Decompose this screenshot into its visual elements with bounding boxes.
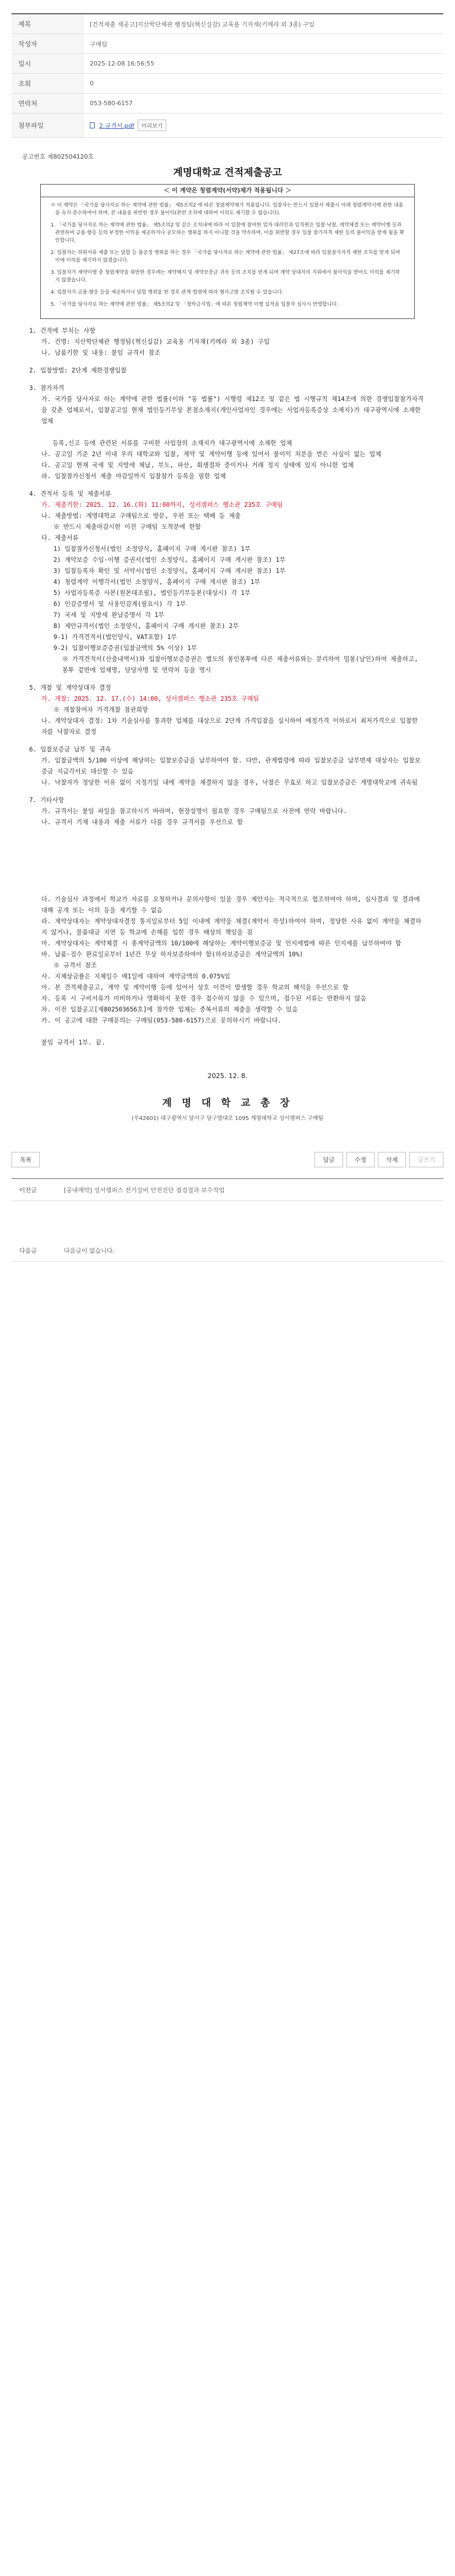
document-line: 나. 낙찰자가 정당한 이유 없이 지정기일 내에 계약을 체결하지 않을 경우, 낙찰은 무효로 하고 입찰보증금은 계명대학교에 귀속됨 <box>41 779 418 786</box>
next-post-label: 다음글 <box>19 1247 37 1254</box>
document-line: 9-2) 입찰이행보증증권(입찰금액의 5% 이상) 1부 <box>53 645 197 652</box>
document-line: 다. 기술심사 과정에서 학교가 자료를 요청하거나 문의사항이 있을 경우 제안자는 적극적으로 협조하여야 하며, 심사결과 및 결과에 대해 공개 또는 이의 등을 제기할 수 없음 <box>41 896 424 914</box>
author-value: 구매팀 <box>90 40 107 48</box>
action-button-group <box>315 1152 443 1167</box>
document-line: 차. 이전 입찰공고[제802503656호]에 참가한 업체는 중복서류의 제출을 생략할 수 있음 <box>41 1006 298 1013</box>
contact-value: 053-580-6157 <box>90 100 133 107</box>
notice-body <box>29 167 426 1124</box>
write-button[interactable]: 글쓰기 <box>409 1152 443 1167</box>
integrity-box-item: 3. 입찰자가 계약이행 중 청렴계약을 위반한 경우에는 계약해지 및 계약보증금 귀속 등의 조치를 받게 되며 계약 상대자의 지위에서 불이익을 받아도 이의를 제기하지 않겠습니다. <box>51 270 400 283</box>
document-line: 라. 계약상대자는 계약상대자결정 통지일로부터 5일 이내에 계약을 체결(계약서 작성)하여야 하며, 정당한 사유 없이 계약을 체결하지 않거나, 물품대금 지연 등 학교에 손해를 입힌 경우 배상의 책임을 짐 <box>41 918 421 936</box>
document-line <box>29 427 426 438</box>
section-heading: 7. 기타사항 <box>29 797 64 804</box>
section-heading: 5. 개찰 및 계약상대자 결정 <box>29 684 111 691</box>
meta-row-author <box>12 34 443 54</box>
meta-row-date <box>12 54 443 74</box>
document-line: 8) 제안규격서(법인 소정양식, 홈페이지 구매 게시판 참조) 2부 <box>53 623 239 630</box>
document-line: 사. 지체상금률은 지체일수 매1일에 대하여 계약금액의 0.075%임 <box>41 973 230 980</box>
document-line <box>29 828 426 894</box>
section-heading: 3. 참가자격 <box>29 385 64 392</box>
document-line: 등록,신고 등에 관련된 서류를 구비한 사업장의 소재지가 대구광역시에 소재한 업체 <box>41 440 292 447</box>
prev-post-row[interactable] <box>12 1179 443 1201</box>
file-icon <box>90 122 95 128</box>
signature-block <box>29 1070 426 1124</box>
delete-button[interactable]: 삭제 <box>378 1152 406 1167</box>
views-value: 0 <box>90 80 94 87</box>
section-heading: 6. 입찰보증금 납부 및 귀속 <box>29 746 111 753</box>
document-line: 가. 규격서는 붙임 파일을 참고하시기 바라며, 현장설명이 필요한 경우 구매팀으로 사전에 연락 바랍니다. <box>41 808 347 815</box>
action-bar <box>12 1146 443 1167</box>
document-line: 2) 계약보증 수입·이행 증권서(법인 소정양식, 홈페이지 구매 게시판 참조) 1부 <box>53 556 286 564</box>
document-line: 6) 인감증명서 및 사용인감계(필요시) 각 1부 <box>53 600 186 608</box>
document-line: 가. 국가를 당사자로 하는 계약에 관한 법률(이하 "동 법률") 시행령 제12조 및 같은 법 시행규칙 제14조에 의한 경쟁입찰참가자격을 갖춘 업체로서, 입찰공고일 현재 법인등기부상 본점소재지(개인사업자인 경우에는 사업자등록증상 소재지)가 대구광역시에 소재한 업체 <box>41 396 425 425</box>
meta-row-views <box>12 74 443 94</box>
document-line: 다. 제출서류 <box>41 534 79 542</box>
document-line: 4) 청렴계약 이행각서(법인 소정양식, 홈페이지 구매 게시판 참조) 1부 <box>53 578 261 586</box>
document-line: 가. 입찰금액의 5/100 이상에 해당하는 입찰보증금을 납부하여야 함. 다만, 관계법령에 따라 입찰보증금 납부면제 대상자는 입찰보증금 지급각서로 대신할 수 있음 <box>41 757 421 775</box>
document-line: 가. 제출기한: 2025. 12. 16.(화) 11:00까지, 성서캠퍼스 행소관 235호 구매팀 <box>41 501 283 508</box>
section-heading: 1. 건적에 부치는 사항 <box>29 327 96 334</box>
document-line: 다. 공고일 현재 국세 및 지방세 체납, 부도, 파산, 회생절차 중이거나 거래 정지 상태에 있지 아니한 업체 <box>41 462 354 469</box>
integrity-box-item: 1. 「국가를 당사자로 하는 계약에 관한 법률」 제5조의2 및 같은 조치내에 따라 이 입찰에 참여한 업자 대리인과 임직원은 입찰·낙찰, 계약체결 또는 계약이행 등과 관련하여 금품·향응 등의 부정한 이익을 제공하거나 공모하는 행위를 하지 아니할 것을 약속하며, 이를 위반할 경우 입찰 참가자격 제한 등의 불이익을 받게 됨을 확인합니다. <box>51 223 404 243</box>
post-navigation <box>12 1178 443 1262</box>
document-line: 라. 입찰참가신청서 제출 마감일까지 입찰참가 등록을 필한 업체 <box>41 473 226 480</box>
document-line: ※ 규격서 참조 <box>53 962 97 969</box>
document-title: 계명대학교 견적제출공고 <box>173 167 282 178</box>
document-line: 나. 규격서 기재 내용과 제출 서류가 다를 경우 규격서를 우선으로 함 <box>41 819 243 826</box>
document-line: 1) 입찰참가신청서(법인 소정양식, 홈페이지 구매 게시판 참조) 1부 <box>53 545 251 553</box>
integrity-box-items <box>41 202 414 309</box>
document-line: 바. 납품·검수 완료일로부터 1년간 무상 하자보증하여야 함(하자보증금은 계약금액의 10%) <box>41 951 304 958</box>
notice-title: [건적제출 재공고]지산학단체관 행정팀(혁신실감) 교육용 기자재(키메라 외 3종) 구입 <box>90 20 315 28</box>
notice-meta-table <box>12 13 443 138</box>
attachment-value <box>83 120 443 131</box>
list-button[interactable]: 목록 <box>12 1152 40 1167</box>
document-line: 5) 사업자등록증 사본(원본대조필), 법인등기부등본(대상시) 각 1부 <box>53 589 251 597</box>
issuer-name: 계 명 대 학 교 총 장 <box>162 1097 293 1109</box>
section-heading: 4. 견적서 등록 및 제출서류 <box>29 490 111 497</box>
document-line: 9-1) 가격견적서(법인양식, VAT포함) 1부 <box>53 634 177 641</box>
meta-label: 제목 <box>12 14 83 34</box>
meta-label: 작성자 <box>12 34 83 53</box>
document-line: 나. 공고일 기준 2년 이내 우리 대학교와 입찰, 계약 및 계약이행 등에 있어서 불이익 처분을 받은 사실이 없는 업체 <box>41 451 381 458</box>
document-line: 3) 입찰등록자 확인 및 서약서(법인 소정양식, 홈페이지 구매 게시판 참조) 1부 <box>53 567 286 575</box>
document-line: 나. 계약상대자 결정: 1차 기술심사를 통과한 업체를 대상으로 2단계 가격입찰을 실시하여 예정가격 이하로서 최저가격으로 입찰한 자를 낙찰자로 결정 <box>41 717 421 735</box>
meta-label: 연락처 <box>12 94 83 113</box>
document-line: 붙임 규격서 1부. 끝. <box>41 1039 106 1046</box>
document-line: 카. 이 공고에 대한 구매문의는 구매팀(053-580-6157)으로 문의하시기 바랍니다. <box>41 1017 281 1024</box>
prev-post-label: 이전글 <box>19 1186 37 1194</box>
document-line: 가. 개찰: 2025. 12. 17.(수) 14:00, 성서캠퍼스 행소관 235호 구매팀 <box>41 695 259 702</box>
integrity-box-heading: ＜ 이 계약은 청렴계약(서약)제가 적용됩니다 ＞ <box>41 185 414 197</box>
attachment-link[interactable]: 2.규격서.pdf <box>99 122 134 129</box>
document-line: 아. 본 견적제출공고, 계약 및 계약이행 등에 있어서 상호 이견이 발생할 경우 학교의 해석을 우선으로 함 <box>41 984 349 991</box>
document-line: 가. 건명: 지산학단체관 행정팀(혁신실감) 교육용 기자재(키메라 외 3종) 구입 <box>41 338 270 345</box>
section-heading: 2. 입찰방법: 2단계 제한경쟁입찰 <box>29 367 127 374</box>
integrity-box-item: 4. 입찰자가 금품·향응 등을 제공하거나 담합 행위를 한 경우 관계 법령에 따라 형사고발 조치될 수 있습니다. <box>51 290 284 295</box>
nav-spacer <box>12 1201 443 1240</box>
document-line: 7) 국세 및 지방세 완납증명서 각 1부 <box>53 611 165 619</box>
edit-button[interactable]: 수정 <box>346 1152 375 1167</box>
document-lines <box>29 326 426 1048</box>
integrity-contract-box <box>40 184 415 319</box>
document-line: ※ 반드시 제출마감시한 이전 구매팀 도착분에 한함 <box>53 523 201 531</box>
document-line: 마. 계약상대자는 계약체결 시 총계약금액의 10/100에 해당하는 계약이행보증금 및 인지세법에 따른 인지세를 납부하여야 함 <box>41 940 402 947</box>
next-post-row <box>12 1240 443 1262</box>
meta-label: 첨부파일 <box>12 113 83 137</box>
integrity-box-item: 5. 「국가를 당사자로 하는 계약에 관한 법률」 제5조의2 및 「청탁금지법」에 따른 청렴계약 이행 실적을 입찰자 심사시 반영합니다. <box>51 302 338 307</box>
issuer-address: (우42601) 대구광역시 달서구 달구벌대로 1095 계명대학교 성서캠퍼스 구매팀 <box>131 1116 324 1122</box>
meta-row-title <box>12 14 443 34</box>
date-value: 2025-12-08 16:56:55 <box>90 60 154 67</box>
preview-button[interactable]: 미리보기 <box>138 120 167 131</box>
document-line: 자. 등록 시 구비서류가 미비하거나 명확하지 못한 경우 접수하지 않을 수 있으며, 접수된 서류는 반환하지 않음 <box>41 995 367 1002</box>
meta-row-contact <box>12 94 443 113</box>
document-line: ※ 개찰참여자 가격개찰 참관희망 <box>53 706 148 713</box>
meta-label: 일시 <box>12 54 83 73</box>
integrity-box-item: 2. 입찰자는 허위서류 제출 또는 담합 등 불공정 행위를 하는 경우 「국가를 당사자로 하는 계약에 관한 법률」 제27조에 따라 입찰참가자격 제한 조치를 받게 되며 이에 이의를 제기하지 않겠습니다. <box>51 250 400 263</box>
document-line <box>29 1026 426 1037</box>
meta-row-attachment <box>12 113 443 138</box>
reply-button[interactable]: 답글 <box>315 1152 343 1167</box>
document-line: ※ 가격견적서(산출내역서)와 입찰이행보증증권은 별도의 봉인봉투에 다른 제출서류와는 분리하여 밀봉(날인)하여 제출하고, 봉투 겉면에 업체명, 담당자명 및 연락처 등을 명시 <box>62 656 422 674</box>
next-post-value: 다음글이 없습니다. <box>64 1247 115 1254</box>
document-line: 나. 납품기한 및 내용: 붙임 규격서 참조 <box>41 349 160 356</box>
notice-number: 공고번호 제802504120호 <box>22 153 94 160</box>
meta-label: 조회 <box>12 74 83 93</box>
prev-post-link[interactable]: [공내계약] 성서캠퍼스 전기설비 안전진단 점검결과 보수작업 <box>64 1186 225 1194</box>
document-date: 2025. 12. 8. <box>207 1072 248 1080</box>
document-line: 나. 제출방법: 계명대학교 구매팀으로 방문, 우편 또는 택배 등 제출 <box>41 512 241 519</box>
integrity-box-item: ㅇ 이 계약은 「국가를 당사자로 하는 계약에 관한 법률」 제5조의2 에 따른 청렴계약제가 적용됩니다. 입찰자는 반드시 입찰서 제출시 아래 청렴계약서에 관한 내용을 숙지·준수하여야 하며, 본 내용을 위반한 경우 불이익(관련 조치에 대하여 이의도 제기할 수 없습니다). <box>51 203 404 216</box>
